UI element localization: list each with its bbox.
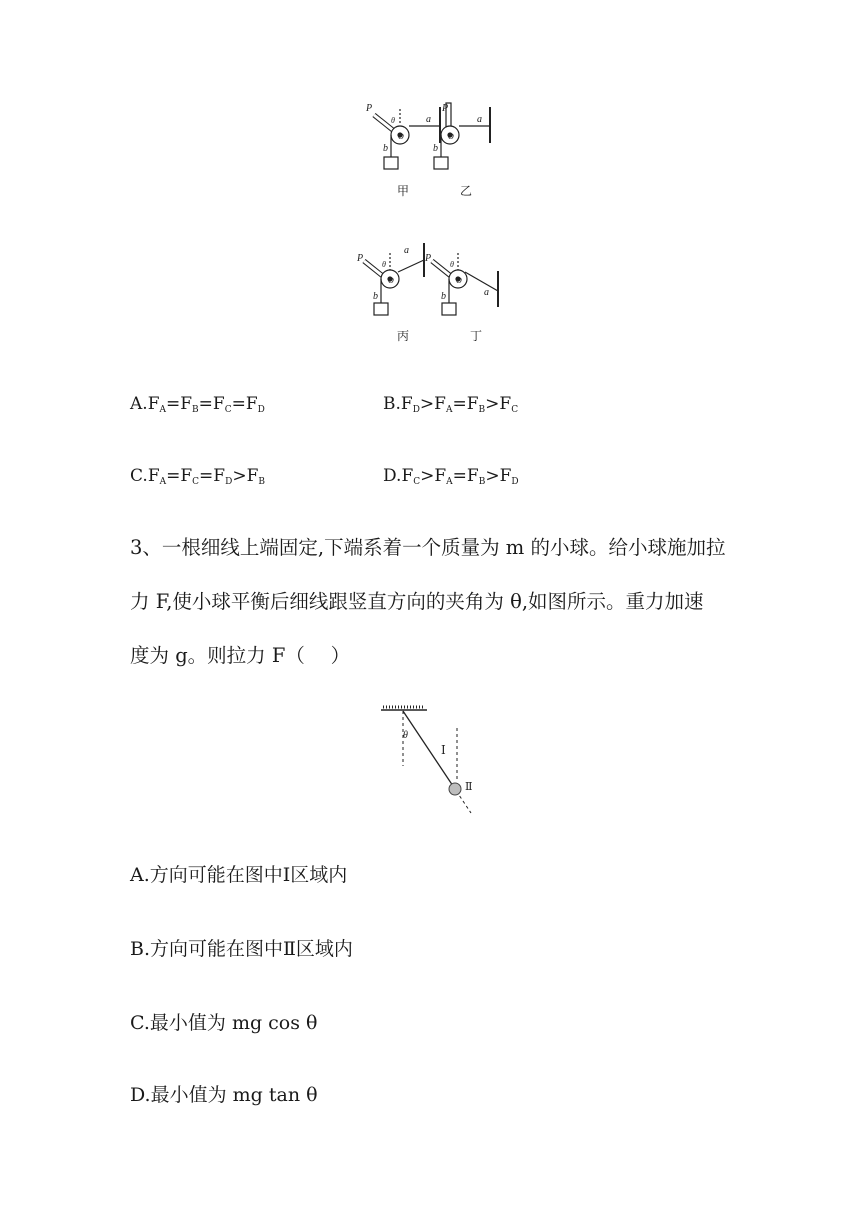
svg-text:P: P (357, 253, 364, 264)
svg-text:O: O (456, 276, 462, 285)
svg-text:P: P (425, 253, 432, 264)
force-symbol: $F_D$ (213, 466, 233, 487)
force-symbol: $F_B$ (180, 394, 199, 415)
option-c (130, 466, 265, 487)
choice-c: C.最小值为 mg cos θ (130, 1012, 318, 1034)
force-symbol: $F_A$ (434, 394, 453, 415)
svg-text:O: O (448, 132, 454, 141)
option-letter: A. (130, 394, 148, 414)
operator: > (485, 466, 500, 486)
force-symbol: $F_A$ (434, 466, 453, 487)
svg-text:b: b (373, 291, 378, 302)
caption-ding: 丁 (470, 329, 483, 343)
question-3-line-3: 度为 g。则拉力 F（ ） (130, 644, 351, 667)
operator: > (420, 466, 435, 486)
svg-text:θ: θ (391, 116, 395, 125)
operator: = (165, 394, 181, 414)
option-a (130, 394, 265, 415)
force-symbol: $F_A$ (147, 466, 167, 487)
force-symbol: $F_D$ (400, 394, 420, 415)
svg-text:a: a (484, 287, 489, 298)
choice-b: B.方向可能在图中Ⅱ区域内 (130, 938, 353, 960)
svg-text:a: a (477, 114, 482, 125)
svg-text:P: P (366, 103, 373, 114)
svg-text:θ: θ (382, 260, 386, 269)
operator: = (166, 466, 181, 486)
caption-yi: 乙 (460, 184, 473, 198)
svg-text:θ: θ (403, 730, 408, 741)
force-symbol: $F_C$ (212, 394, 232, 415)
option-b (383, 394, 518, 415)
operator: = (452, 466, 467, 486)
svg-text:θ: θ (450, 260, 454, 269)
operator: = (198, 394, 213, 414)
svg-text:O: O (398, 132, 404, 141)
svg-text:P: P (442, 103, 449, 114)
option-d (383, 466, 519, 487)
pulley-figure (350, 95, 520, 355)
pendulum-figure (375, 702, 485, 817)
svg-text:Ⅱ: Ⅱ (465, 780, 473, 793)
option-letter: D. (383, 466, 402, 486)
svg-text:a: a (426, 114, 431, 125)
svg-text:b: b (441, 291, 446, 302)
force-symbol: $F_C$ (401, 466, 421, 487)
operator: = (199, 466, 214, 486)
force-symbol: $F_D$ (499, 466, 519, 487)
svg-text:Ⅰ: Ⅰ (441, 743, 446, 757)
operator: > (419, 394, 435, 414)
svg-text:b: b (383, 143, 388, 154)
svg-text:b: b (433, 143, 438, 154)
caption-bing: 丙 (397, 329, 410, 343)
choice-a: A.方向可能在图中Ⅰ区域内 (130, 864, 348, 886)
operator: = (231, 394, 246, 414)
question-3-line-2: 力 F,使小球平衡后细线跟竖直方向的夹角为 θ,如图所示。重力加速 (130, 590, 704, 613)
force-symbol: $F_B$ (246, 466, 265, 487)
choice-d: D.最小值为 mg tan θ (130, 1084, 318, 1106)
force-symbol: $F_A$ (147, 394, 166, 415)
force-symbol: $F_C$ (499, 394, 519, 415)
svg-text:a: a (404, 245, 409, 256)
question-3-line-1: 3、一根细线上端固定,下端系着一个质量为 m 的小球。给小球施加拉 (130, 536, 726, 559)
force-symbol: $F_C$ (180, 466, 200, 487)
force-symbol: $F_B$ (466, 466, 486, 487)
svg-text:O: O (388, 276, 394, 285)
operator: > (232, 466, 247, 486)
force-symbol: $F_B$ (466, 394, 486, 415)
operator: > (485, 394, 500, 414)
operator: = (452, 394, 467, 414)
option-letter: C. (130, 466, 148, 486)
option-letter: B. (383, 394, 401, 414)
caption-jia: 甲 (397, 184, 410, 198)
force-symbol: $F_D$ (245, 394, 265, 415)
